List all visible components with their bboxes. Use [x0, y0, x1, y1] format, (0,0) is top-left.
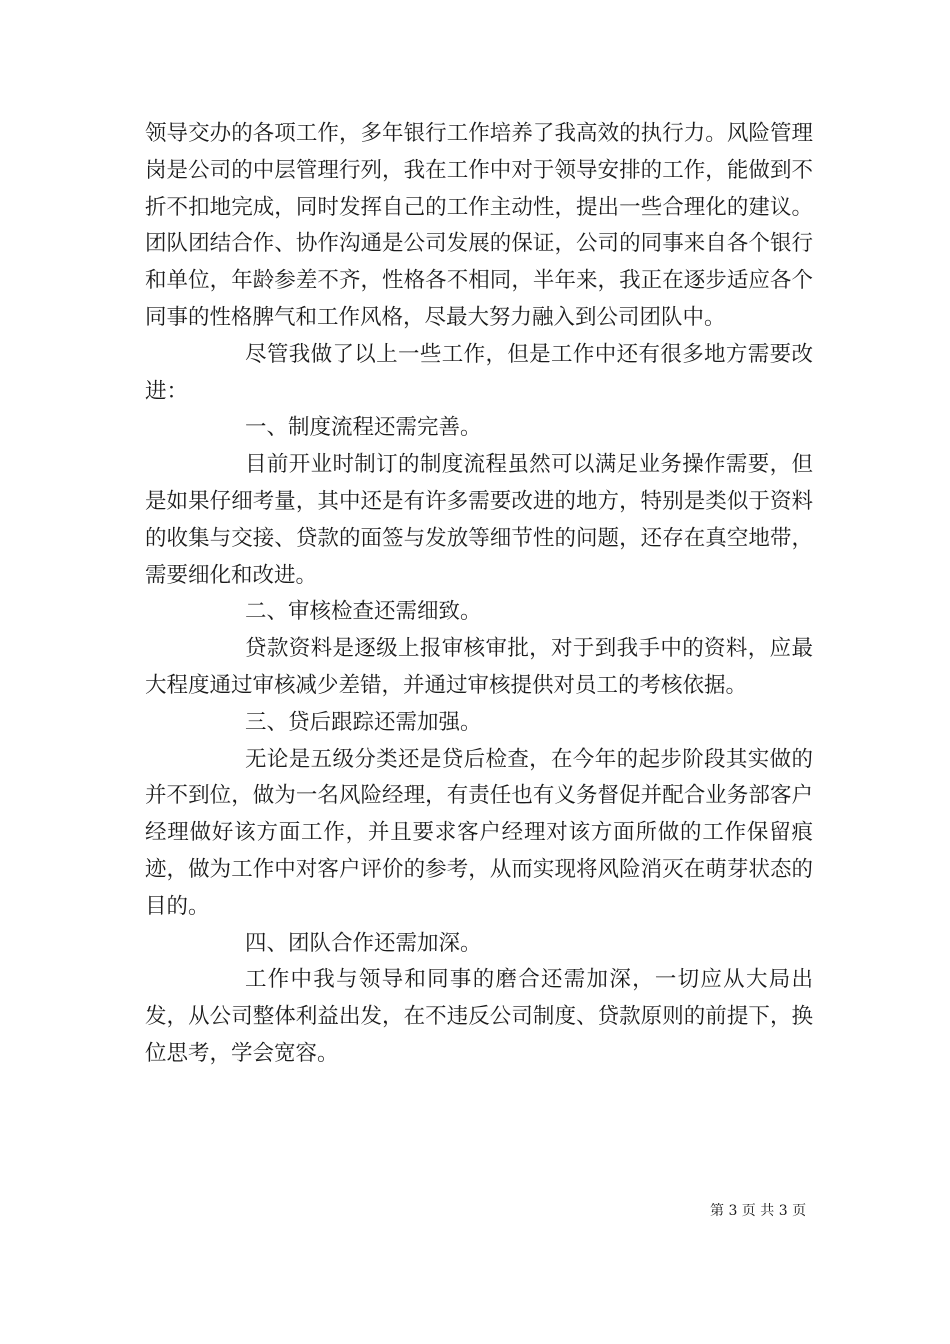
section-heading: 四、团队合作还需加深。 — [245, 930, 482, 956]
section-heading: 二、审核检查还需细致。 — [245, 599, 482, 625]
paragraph: 工作中我与领导和同事的磨合还需加深，一切应从大局出发，从公司整体利益出发，在不违反公司制度、贷款原则的前提下，换位思考，学会宽容。 — [145, 967, 813, 1066]
document-body — [145, 116, 813, 1073]
section-heading: 三、贷后跟踪还需加强。 — [245, 709, 482, 735]
paragraph: 目前开业时制订的制度流程虽然可以满足业务操作需要，但是如果仔细考量，其中还是有许多需要改进的地方，特别是类似于资料的收集与交接、贷款的面签与发放等细节性的问题，还存在真空地带，需要细化和改进。 — [145, 452, 813, 588]
paragraph: 尽管我做了以上一些工作，但是工作中还有很多地方需要改进： — [145, 341, 813, 404]
section-heading: 一、制度流程还需完善。 — [245, 415, 482, 441]
paragraph: 无论是五级分类还是贷后检查，在今年的起步阶段其实做的并不到位，做为一名风险经理，有责任也有义务督促并配合业务部客户经理做好该方面工作，并且要求客户经理对该方面所做的工作保留痕迹，做为工作中对客户评价的参考，从而实现将风险消灭在萌芽状态的目的。 — [145, 746, 813, 919]
paragraph: 领导交办的各项工作，多年银行工作培养了我高效的执行力。风险管理岗是公司的中层管理行列，我在工作中对于领导安排的工作，能做到不折不扣地完成，同时发挥自己的工作主动性，提出一些合理化的建议。团队团结合作、协作沟通是公司发展的保证，公司的同事来自各个银行和单位，年龄参差不齐，性格各不相同，半年来，我正在逐步适应各个同事的性格脾气和工作风格，尽最大努力融入到公司团队中。 — [145, 121, 813, 330]
page-number-footer: 第 3 页 共 3 页 — [710, 1203, 807, 1219]
paragraph: 贷款资料是逐级上报审核审批，对于到我手中的资料，应最大程度通过审核减少差错，并通过审核提供对员工的考核依据。 — [145, 636, 813, 698]
